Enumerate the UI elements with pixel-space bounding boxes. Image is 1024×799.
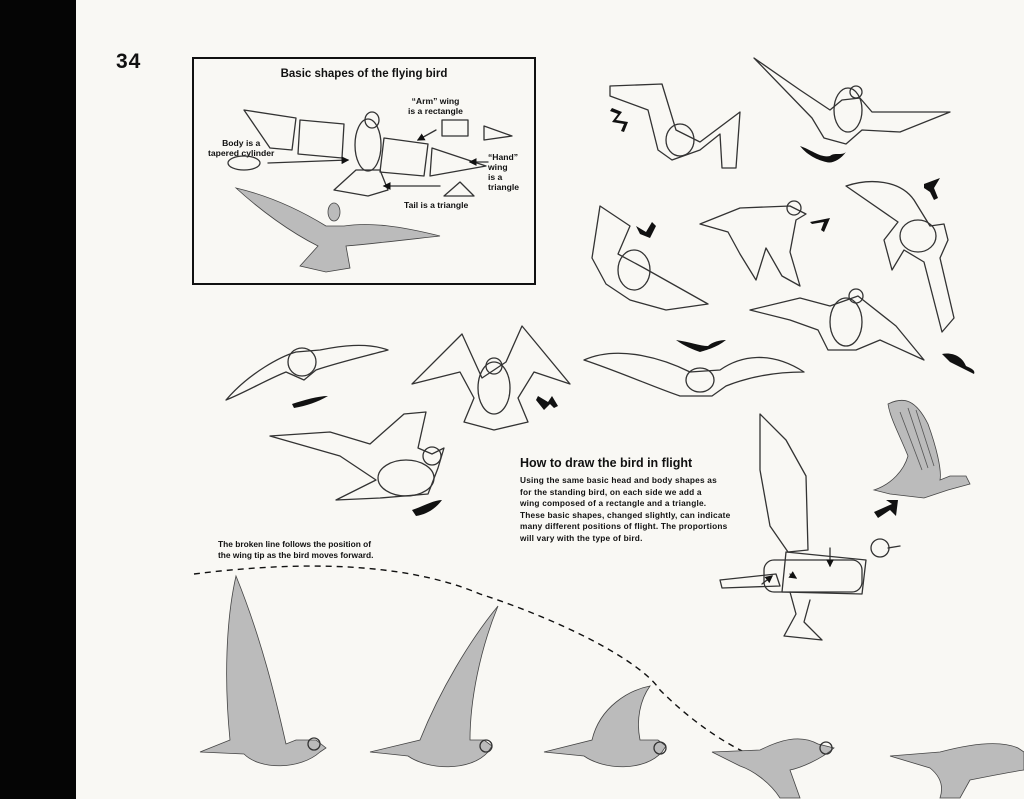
- flight-heading: How to draw the bird in flight: [520, 456, 693, 470]
- wingtip-caption: The broken line follows the position of the wing tip as the bird moves forward.: [218, 539, 374, 560]
- wing-sequence-birds: [200, 576, 1024, 798]
- flying-bird-sketches: [592, 58, 974, 374]
- flight-body-text: Using the same basic head and body shapes as for the standing bird, on each side we add a wing composed of a rectangle and a triangle. These basic shapes, changed slightly, can indicate many different positions of flight. The proportions will vary with the type of bird.: [520, 475, 731, 543]
- page-number: 34: [116, 50, 142, 73]
- inset-shapes-diagram: [228, 110, 512, 272]
- tail-label: Tail is a triangle: [404, 200, 469, 210]
- body-label: Body is a tapered cylinder: [208, 138, 275, 158]
- inset-title: Basic shapes of the flying bird: [280, 68, 448, 80]
- shaded-flying-bird: [874, 400, 970, 518]
- construction-bird-diagram: [720, 414, 900, 640]
- arm-wing-label: “Arm” wing is a rectangle: [408, 96, 463, 116]
- hand-wing-label: “Hand” wing is a triangle: [488, 152, 520, 192]
- mid-row-sketches: [226, 326, 804, 516]
- inset-eagle-sketch: [236, 188, 440, 272]
